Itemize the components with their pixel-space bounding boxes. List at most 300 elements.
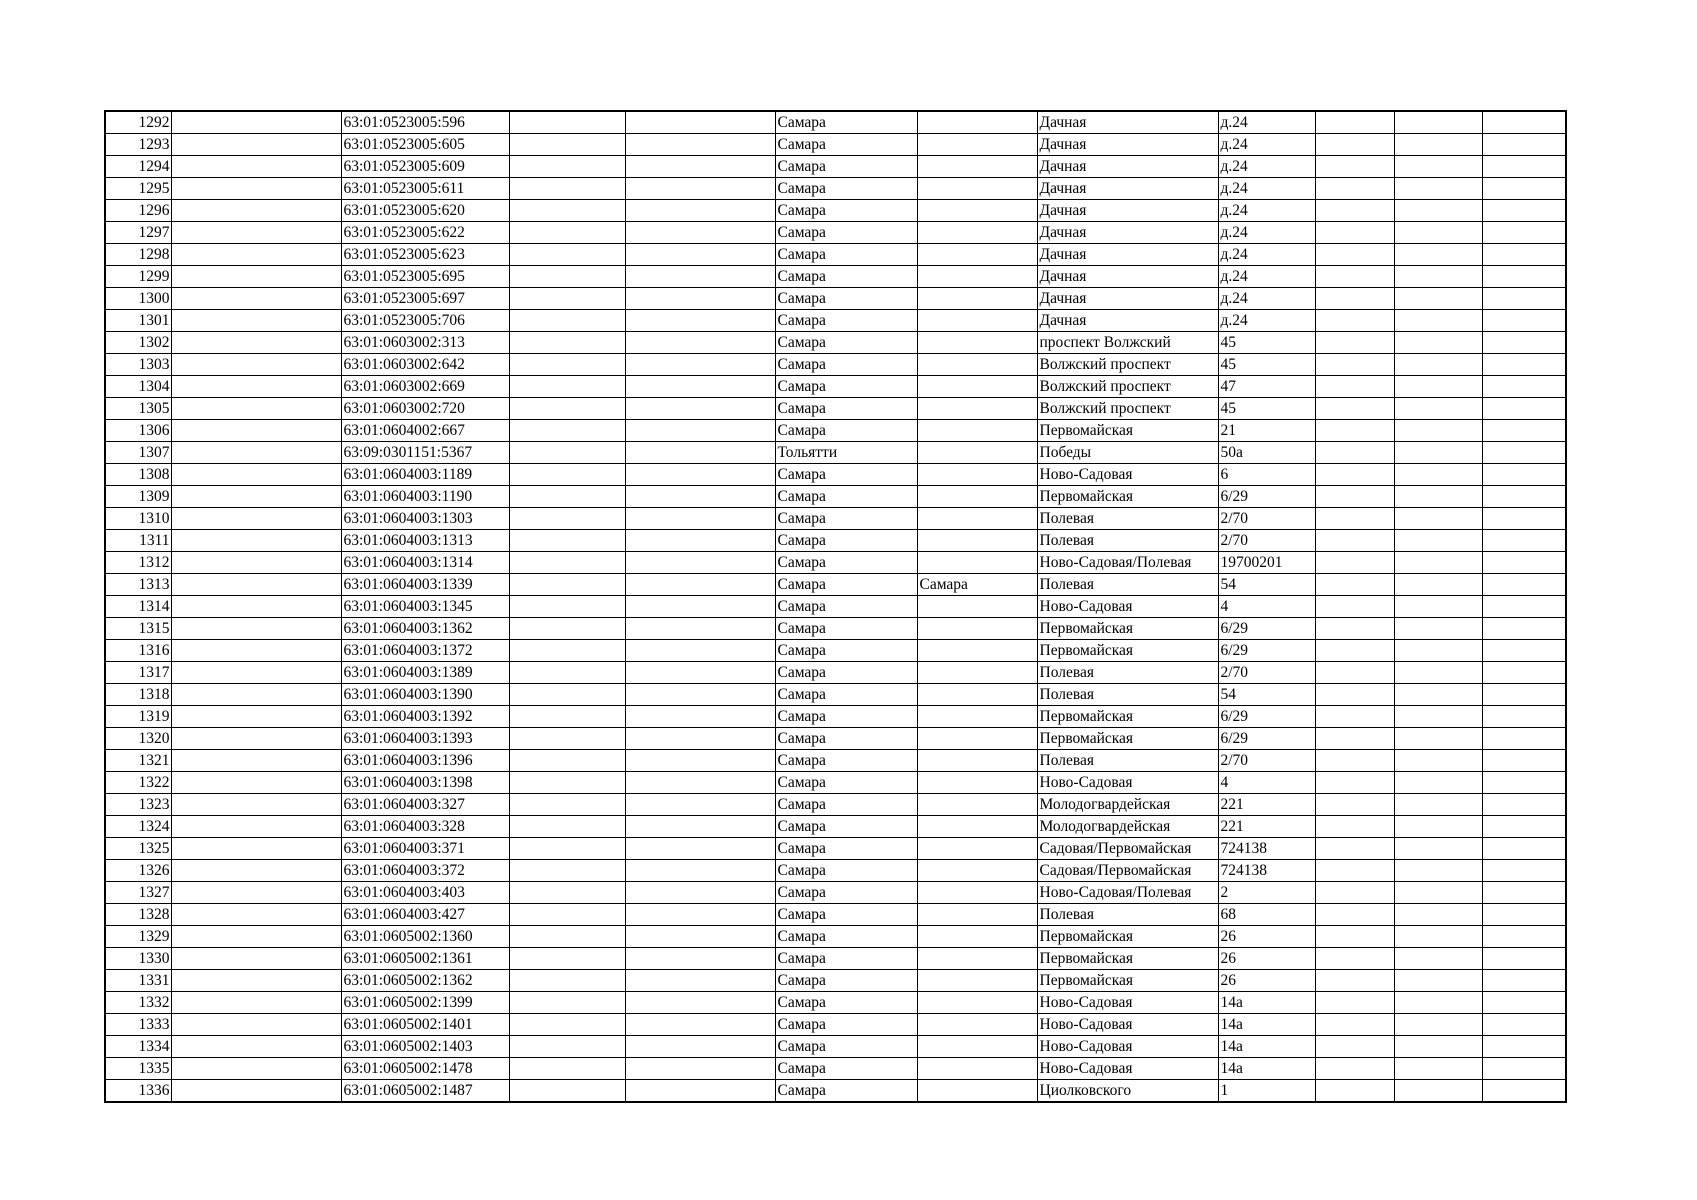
cadastral-number: 63:01:0523005:623 [341,244,509,266]
empty-cell [1394,266,1482,288]
empty-cell [509,684,625,706]
locality [917,288,1037,310]
house-number: 14а [1218,1014,1315,1036]
house-number: д.24 [1218,222,1315,244]
table-row [105,728,1566,750]
empty-cell [1482,266,1566,288]
locality [917,552,1037,574]
empty-cell [171,376,341,398]
house-number: д.24 [1218,200,1315,222]
table-row [105,948,1566,970]
street: Полевая [1037,508,1218,530]
empty-cell [171,1014,341,1036]
empty-cell [1315,750,1394,772]
empty-cell [1482,200,1566,222]
empty-cell [1482,728,1566,750]
street: Ново-Садовая [1037,992,1218,1014]
row-number: 1305 [105,398,171,420]
table-row [105,266,1566,288]
empty-cell [625,288,775,310]
empty-cell [625,970,775,992]
empty-cell [1394,992,1482,1014]
row-number: 1309 [105,486,171,508]
empty-cell [625,662,775,684]
house-number: 19700201 [1218,552,1315,574]
house-number: 2/70 [1218,662,1315,684]
city: Самара [775,354,917,376]
table-row [105,794,1566,816]
table-row [105,442,1566,464]
empty-cell [625,728,775,750]
city: Самара [775,1014,917,1036]
city: Самара [775,178,917,200]
street: Первомайская [1037,706,1218,728]
empty-cell [1394,948,1482,970]
table-row [105,860,1566,882]
empty-cell [171,970,341,992]
row-number: 1336 [105,1080,171,1103]
empty-cell [1394,574,1482,596]
house-number: д.24 [1218,156,1315,178]
empty-cell [1394,618,1482,640]
empty-cell [509,222,625,244]
house-number: 6/29 [1218,640,1315,662]
empty-cell [1482,134,1566,156]
empty-cell [1482,332,1566,354]
empty-cell [1482,552,1566,574]
table-row [105,376,1566,398]
empty-cell [171,728,341,750]
house-number: 6/29 [1218,486,1315,508]
city: Самара [775,728,917,750]
empty-cell [1315,816,1394,838]
empty-cell [625,398,775,420]
city: Самара [775,926,917,948]
row-number: 1311 [105,530,171,552]
cadastral-number: 63:01:0604003:1398 [341,772,509,794]
table-row [105,508,1566,530]
street: Первомайская [1037,486,1218,508]
empty-cell [1394,882,1482,904]
empty-cell [171,794,341,816]
city: Самара [775,200,917,222]
empty-cell [1315,464,1394,486]
empty-cell [1394,222,1482,244]
empty-cell [1315,992,1394,1014]
row-number: 1302 [105,332,171,354]
table-row [105,420,1566,442]
locality [917,420,1037,442]
empty-cell [1394,904,1482,926]
table-row [105,1080,1566,1103]
empty-cell [1394,860,1482,882]
locality [917,728,1037,750]
empty-cell [1482,1058,1566,1080]
row-number: 1334 [105,1036,171,1058]
empty-cell [625,838,775,860]
empty-cell [1315,728,1394,750]
street: Дачная [1037,134,1218,156]
street: Первомайская [1037,728,1218,750]
row-number: 1332 [105,992,171,1014]
empty-cell [625,706,775,728]
locality [917,1058,1037,1080]
city: Самара [775,684,917,706]
empty-cell [509,904,625,926]
empty-cell [1482,530,1566,552]
empty-cell [1315,134,1394,156]
street: Молодогвардейская [1037,794,1218,816]
house-number: 45 [1218,354,1315,376]
empty-cell [509,794,625,816]
empty-cell [625,508,775,530]
empty-cell [509,354,625,376]
empty-cell [625,618,775,640]
row-number: 1324 [105,816,171,838]
empty-cell [1482,750,1566,772]
cadastral-number: 63:01:0603002:642 [341,354,509,376]
table-row [105,398,1566,420]
cadastral-number: 63:01:0604003:427 [341,904,509,926]
empty-cell [1315,794,1394,816]
empty-cell [171,266,341,288]
empty-cell [1394,1014,1482,1036]
empty-cell [509,134,625,156]
empty-cell [509,442,625,464]
row-number: 1321 [105,750,171,772]
empty-cell [509,618,625,640]
house-number: 68 [1218,904,1315,926]
empty-cell [1315,882,1394,904]
empty-cell [1482,904,1566,926]
city: Самара [775,332,917,354]
empty-cell [171,222,341,244]
house-number: 6/29 [1218,728,1315,750]
street: Ново-Садовая [1037,1036,1218,1058]
row-number: 1325 [105,838,171,860]
row-number: 1319 [105,706,171,728]
empty-cell [1315,398,1394,420]
street: Дачная [1037,288,1218,310]
empty-cell [1482,772,1566,794]
empty-cell [509,1080,625,1103]
street: Ново-Садовая [1037,1058,1218,1080]
table-row [105,178,1566,200]
empty-cell [625,750,775,772]
empty-cell [171,948,341,970]
empty-cell [171,398,341,420]
locality [917,266,1037,288]
empty-cell [171,552,341,574]
locality [917,992,1037,1014]
empty-cell [1315,354,1394,376]
empty-cell [1482,376,1566,398]
city: Самара [775,992,917,1014]
empty-cell [1315,838,1394,860]
locality [917,596,1037,618]
row-number: 1323 [105,794,171,816]
registry-table [104,110,1567,1103]
empty-cell [625,222,775,244]
street: Дачная [1037,222,1218,244]
table-row [105,882,1566,904]
empty-cell [625,882,775,904]
empty-cell [1315,376,1394,398]
locality [917,200,1037,222]
city: Самара [775,794,917,816]
empty-cell [1482,1014,1566,1036]
empty-cell [509,486,625,508]
house-number: 221 [1218,816,1315,838]
cadastral-number: 63:01:0604003:1393 [341,728,509,750]
empty-cell [1394,530,1482,552]
street: Ново-Садовая/Полевая [1037,552,1218,574]
cadastral-number: 63:01:0604003:1190 [341,486,509,508]
empty-cell [1482,706,1566,728]
street: Садовая/Первомайская [1037,860,1218,882]
house-number: 26 [1218,970,1315,992]
empty-cell [1315,222,1394,244]
empty-cell [171,156,341,178]
cadastral-number: 63:01:0605002:1399 [341,992,509,1014]
cadastral-number: 63:01:0605002:1478 [341,1058,509,1080]
house-number: д.24 [1218,288,1315,310]
cadastral-number: 63:01:0523005:620 [341,200,509,222]
street: Первомайская [1037,640,1218,662]
city: Самара [775,838,917,860]
cadastral-number: 63:01:0603002:669 [341,376,509,398]
locality [917,904,1037,926]
empty-cell [509,596,625,618]
empty-cell [1394,1036,1482,1058]
row-number: 1333 [105,1014,171,1036]
table-row [105,156,1566,178]
empty-cell [1394,662,1482,684]
empty-cell [1315,530,1394,552]
empty-cell [1315,904,1394,926]
row-number: 1315 [105,618,171,640]
empty-cell [1394,728,1482,750]
city: Самара [775,882,917,904]
locality [917,222,1037,244]
empty-cell [1394,156,1482,178]
street: Полевая [1037,662,1218,684]
city: Самара [775,596,917,618]
street: Дачная [1037,200,1218,222]
empty-cell [1482,464,1566,486]
empty-cell [1482,354,1566,376]
city: Самара [775,486,917,508]
empty-cell [509,552,625,574]
street: Победы [1037,442,1218,464]
house-number: 26 [1218,948,1315,970]
empty-cell [625,486,775,508]
empty-cell [625,1014,775,1036]
empty-cell [171,1036,341,1058]
empty-cell [509,948,625,970]
empty-cell [625,684,775,706]
row-number: 1328 [105,904,171,926]
empty-cell [1315,970,1394,992]
street: Дачная [1037,310,1218,332]
empty-cell [509,706,625,728]
locality [917,618,1037,640]
street: Дачная [1037,178,1218,200]
empty-cell [171,420,341,442]
empty-cell [171,530,341,552]
cadastral-number: 63:01:0604003:1313 [341,530,509,552]
locality [917,486,1037,508]
city: Самара [775,266,917,288]
empty-cell [625,574,775,596]
street: Ново-Садовая/Полевая [1037,882,1218,904]
empty-cell [509,1058,625,1080]
city: Самара [775,904,917,926]
empty-cell [171,310,341,332]
empty-cell [1394,640,1482,662]
city: Самара [775,574,917,596]
empty-cell [1394,200,1482,222]
empty-cell [625,772,775,794]
table-row [105,464,1566,486]
empty-cell [171,662,341,684]
locality [917,684,1037,706]
cadastral-number: 63:09:0301151:5367 [341,442,509,464]
street: Полевая [1037,684,1218,706]
empty-cell [625,178,775,200]
empty-cell [1482,156,1566,178]
cadastral-number: 63:01:0523005:622 [341,222,509,244]
locality [917,948,1037,970]
house-number: 50а [1218,442,1315,464]
row-number: 1293 [105,134,171,156]
table-row [105,684,1566,706]
empty-cell [625,134,775,156]
row-number: 1300 [105,288,171,310]
empty-cell [1482,1080,1566,1103]
cadastral-number: 63:01:0604003:1389 [341,662,509,684]
table-row [105,530,1566,552]
empty-cell [1482,222,1566,244]
empty-cell [509,508,625,530]
table-row [105,750,1566,772]
street: Полевая [1037,904,1218,926]
row-number: 1298 [105,244,171,266]
empty-cell [171,464,341,486]
empty-cell [1482,838,1566,860]
house-number: 6/29 [1218,618,1315,640]
table-row [105,222,1566,244]
empty-cell [625,244,775,266]
city: Самара [775,618,917,640]
empty-cell [1315,1080,1394,1103]
empty-cell [1315,618,1394,640]
empty-cell [625,464,775,486]
house-number: д.24 [1218,178,1315,200]
row-number: 1303 [105,354,171,376]
empty-cell [171,860,341,882]
empty-cell [1394,1058,1482,1080]
city: Самара [775,156,917,178]
empty-cell [1482,111,1566,134]
empty-cell [1394,376,1482,398]
cadastral-number: 63:01:0604003:1189 [341,464,509,486]
row-number: 1294 [105,156,171,178]
locality [917,376,1037,398]
row-number: 1335 [105,1058,171,1080]
city: Самара [775,376,917,398]
row-number: 1296 [105,200,171,222]
street: Дачная [1037,111,1218,134]
empty-cell [509,398,625,420]
locality [917,882,1037,904]
empty-cell [509,882,625,904]
table-row [105,926,1566,948]
empty-cell [509,156,625,178]
table-row [105,1014,1566,1036]
empty-cell [509,772,625,794]
cadastral-number: 63:01:0605002:1361 [341,948,509,970]
cadastral-number: 63:01:0523005:695 [341,266,509,288]
table-row [105,552,1566,574]
cadastral-number: 63:01:0604003:1396 [341,750,509,772]
city: Самара [775,134,917,156]
empty-cell [1315,574,1394,596]
empty-cell [171,288,341,310]
street: Дачная [1037,244,1218,266]
empty-cell [625,992,775,1014]
empty-cell [1315,332,1394,354]
empty-cell [171,904,341,926]
locality [917,1036,1037,1058]
house-number: 14а [1218,1058,1315,1080]
table-row [105,288,1566,310]
locality [917,398,1037,420]
empty-cell [1394,772,1482,794]
empty-cell [1482,178,1566,200]
row-number: 1314 [105,596,171,618]
empty-cell [1394,178,1482,200]
empty-cell [625,354,775,376]
empty-cell [171,508,341,530]
empty-cell [1482,992,1566,1014]
cadastral-number: 63:01:0604003:1392 [341,706,509,728]
city: Тольятти [775,442,917,464]
empty-cell [1394,596,1482,618]
empty-cell [171,1080,341,1103]
empty-cell [1394,398,1482,420]
empty-cell [1394,310,1482,332]
table-row [105,486,1566,508]
empty-cell [1315,948,1394,970]
street: Молодогвардейская [1037,816,1218,838]
empty-cell [625,376,775,398]
empty-cell [1394,970,1482,992]
empty-cell [1394,750,1482,772]
city: Самара [775,706,917,728]
empty-cell [625,310,775,332]
empty-cell [171,442,341,464]
empty-cell [509,640,625,662]
cadastral-number: 63:01:0603002:720 [341,398,509,420]
empty-cell [509,970,625,992]
empty-cell [1315,156,1394,178]
table-row [105,992,1566,1014]
house-number: 4 [1218,772,1315,794]
empty-cell [171,244,341,266]
city: Самара [775,464,917,486]
city: Самара [775,1058,917,1080]
